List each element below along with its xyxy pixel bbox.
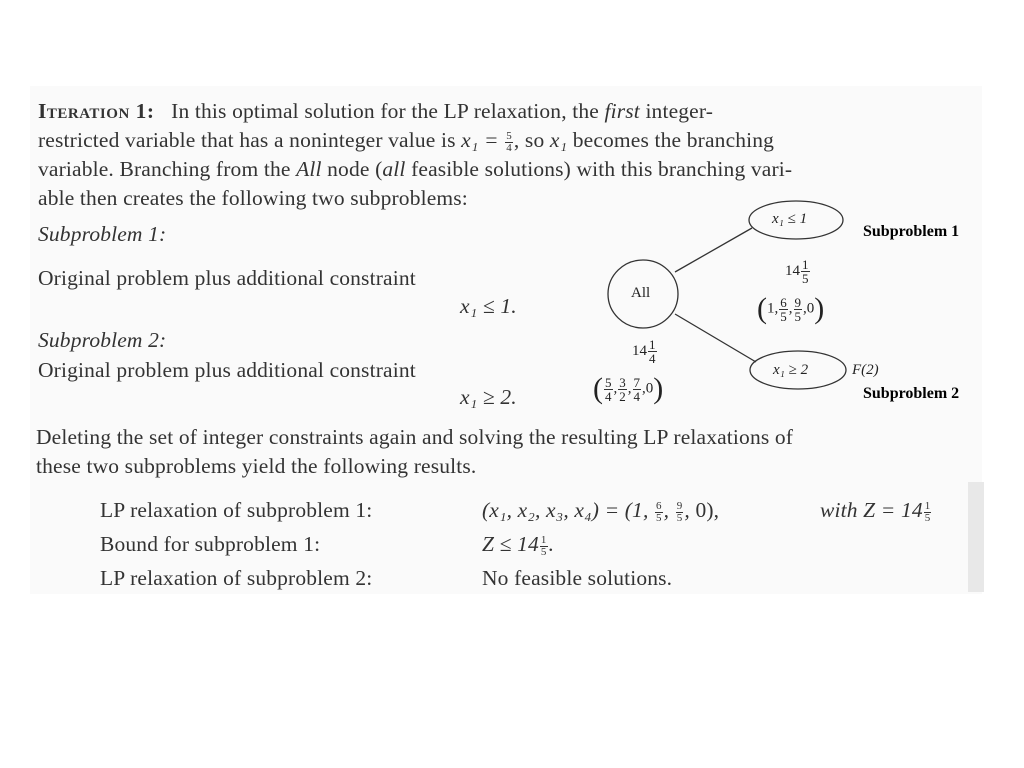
edge-all-to-node1 [675, 228, 752, 272]
result-with-z: with Z = 14 $\frac{1}{5}$ [820, 498, 931, 524]
subproblem-2-tree-label: Subproblem 2 [863, 385, 960, 402]
iteration-text: , so [513, 128, 545, 152]
node2-label: x₁ ≥ 2 [773, 362, 809, 378]
subproblem-1-tree-label: Subproblem 1 [863, 223, 960, 240]
deleting-line-1: Deleting the set of integer constraints again and solving the resulting LP relaxations of [36, 427, 794, 449]
result-value-2: Z ≤ 14 $\frac{1}{5}$ . [482, 532, 555, 558]
iteration-text: node ( [327, 157, 383, 181]
node1-bound: 14 $\frac{1}{5}$ [785, 257, 809, 286]
result-label-1: LP relaxation of subproblem 1: [100, 498, 373, 522]
fraction-5-4: $\frac{5}{4}$ [506, 129, 512, 154]
root-solution: ( $\frac{5}{4}$ , $\frac{3}{2}$ , $\frac{7}{4}$ ,0) [593, 372, 664, 405]
fraction: $\frac{1}{5}$ [802, 257, 809, 286]
iteration-heading: Iteration 1: [38, 99, 155, 123]
emphasis-all: All [296, 157, 322, 181]
result-value-3: No feasible solutions. [482, 566, 673, 590]
edge-all-to-node2 [675, 314, 756, 362]
iteration-text: feasible solutions) with this branching vari- [411, 157, 793, 181]
deleting-line-2: these two subproblems yield the following results. [36, 454, 477, 478]
fraction: $\frac{1}{4}$ [649, 337, 656, 366]
result-label-2: Bound for subproblem 1: [100, 532, 321, 556]
emphasis-all: all [382, 157, 406, 181]
node2-status: F(2) [852, 362, 879, 378]
node1-label: x₁ ≤ 1 [772, 211, 808, 227]
root-node-label: All [631, 285, 651, 301]
result-label-3: LP relaxation of subproblem 2: [100, 566, 373, 590]
iteration-text: becomes the branching [572, 128, 775, 152]
subproblem-1-constraint: x₁ ≤ 1. [460, 294, 517, 318]
iteration-text: In this optimal solution for the LP relaxation, the [171, 99, 599, 123]
emphasis-first: first [604, 99, 640, 123]
result-value-1: (x₁, x₂, x₃, x₄) = (1, $\frac{6}{5}$ , $\frac{9}{5}$ , 0), [482, 498, 720, 524]
subproblem-2-text: Original problem plus additional constraint [38, 358, 416, 382]
subproblem-1-title: Subproblem 1: [38, 222, 167, 246]
iteration-line-4: able then creates the following two subproblems: [38, 186, 468, 210]
iteration-text: variable. Branching from the [38, 157, 291, 181]
subproblem-1-text: Original problem plus additional constraint [38, 266, 416, 290]
iteration-text: restricted variable that has a noninteger value is [38, 128, 456, 152]
variable-x1: x₁ = [461, 128, 499, 152]
subproblem-2-title: Subproblem 2: [38, 328, 167, 352]
node1-solution: (1, $\frac{6}{5}$ , $\frac{9}{5}$ ,0) [757, 292, 825, 325]
iteration-text-end: integer- [645, 99, 714, 123]
variable-x1: x₁ [549, 128, 568, 152]
root-bound: 14 $\frac{1}{4}$ [632, 337, 656, 366]
subproblem-2-constraint: x₁ ≥ 2. [460, 385, 517, 409]
